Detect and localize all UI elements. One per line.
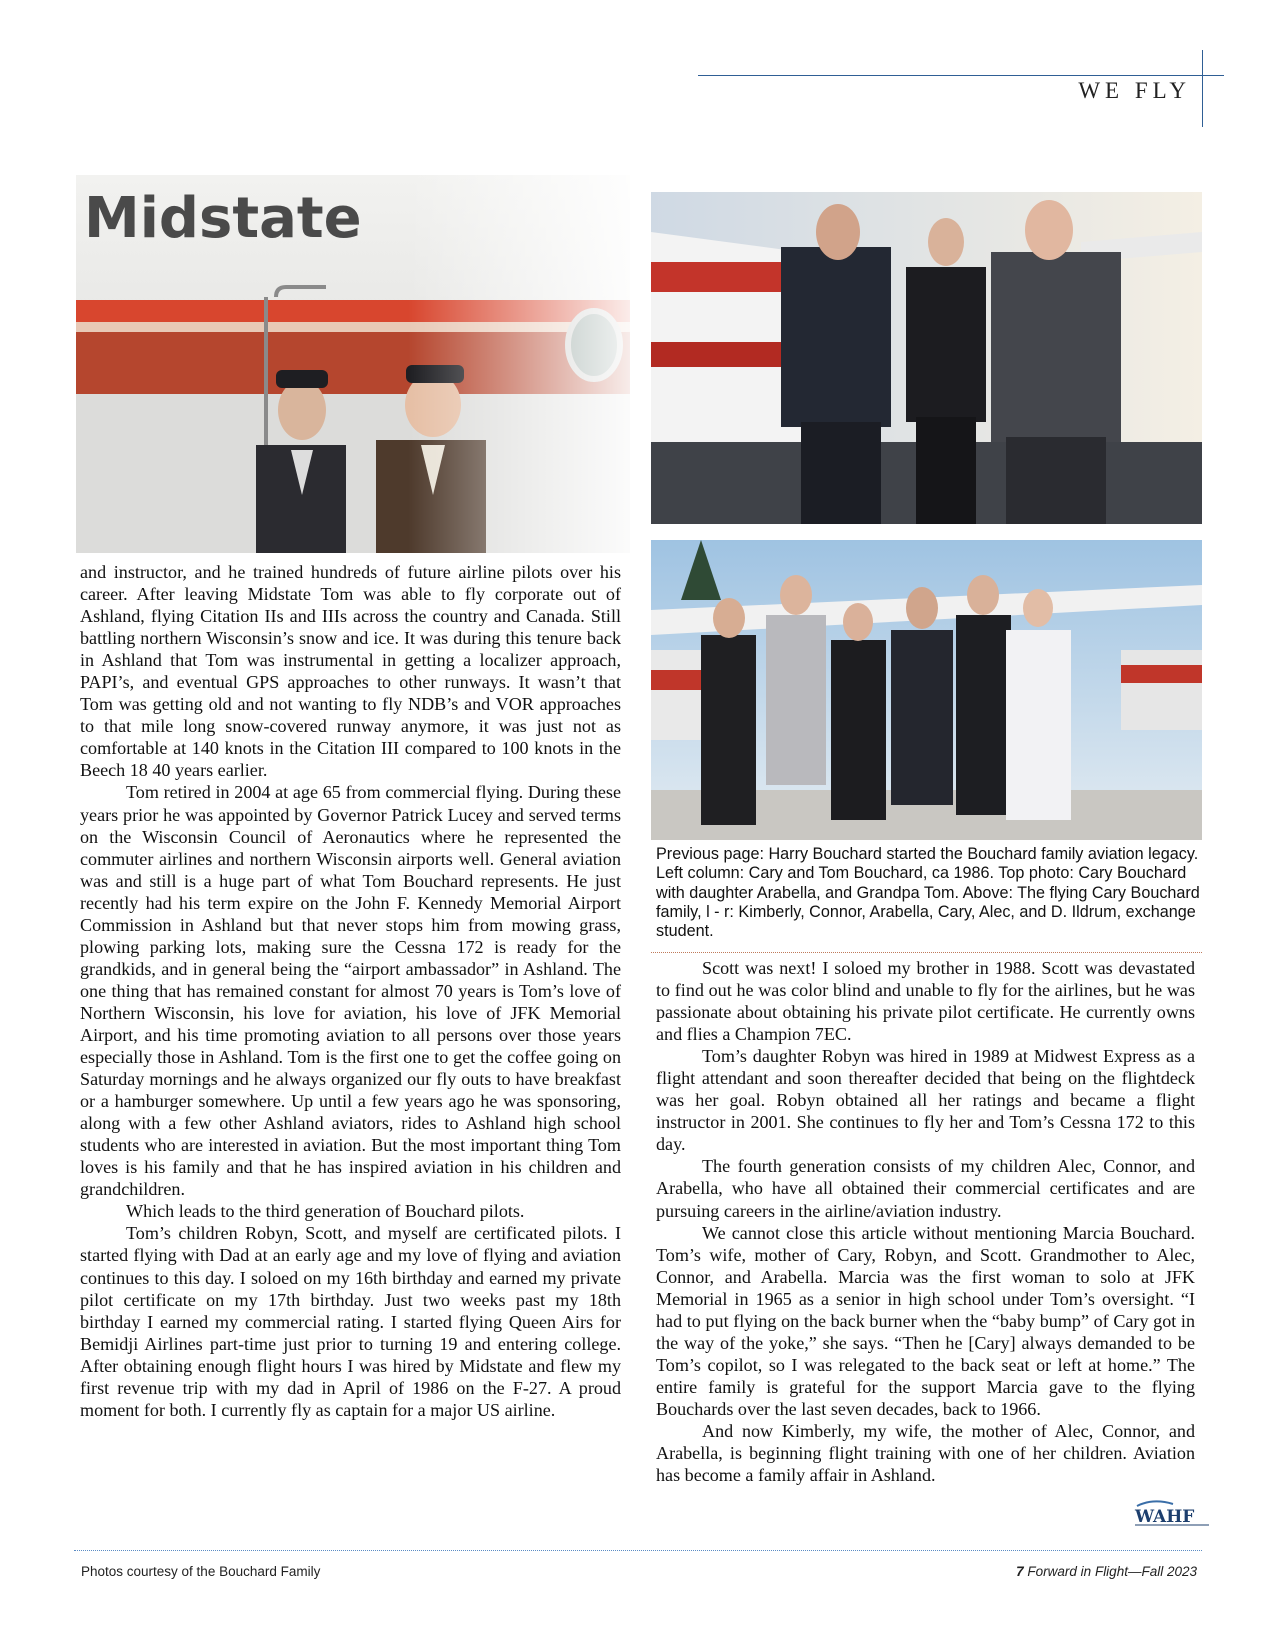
photo-midstate-pilots [76,175,630,553]
page-number: 7 [1016,1564,1024,1579]
paragraph: Tom’s children Robyn, Scott, and myself are certificated pilots. I started flying with Dad at an early age and my love of flying and aviation continues to this day. I soloed on my 16th birthday and earned my private pilot certificate on my 17th birthday. Just two weeks past my 18th birthday I earned my commercial rating. I started flying Queen Airs for Bemidji Airlines part-time just prior to turning 19 and entering college. After obtaining enough flight hours I was hired by Midstate and flew my first revenue trip with my dad in April of 1986 on the F-27. A proud moment for both. I currently fly as captain for a major US airline. [80,1223,621,1420]
wahf-logo [1133,1498,1211,1528]
photo-bouchard-family [651,540,1202,840]
paragraph: The fourth generation consists of my children Alec, Connor, and Arabella, who have all obtained their commercial certificates and are pursuing careers in the airline/aviation industry. [656,1156,1195,1221]
paragraph: Tom retired in 2004 at age 65 from commercial flying. During these years prior he was appointed by Governor Patrick Lucey and served terms on the Wisconsin Council of Aeronautics where he represented the commuter airlines and northern Wisconsin airports well. General aviation was and still is a huge part of what Tom Bouchard represents. He just recently had his term expire on the John F. Kennedy Memorial Airport Commission in Ashland but that never stops him from mowing grass, plowing parking lots, making sure the Cessna 172 is ready for the grandkids, and in general being the “airport ambassador” in Ashland. The one thing that has remained constant for almost 70 years is Tom’s love of Northern Wisconsin, his love for aviation, his love of JFK Memorial Airport, and his time promoting aviation to all persons over those years especially those in Ashland. Tom is the first one to get the coffee going on Saturday mornings and he always organized our fly outs to have breakfast or a hamburger somewhere. Up until a few years ago he was sponsoring, along with a few other Ashland aviators, rides to Ashland high school students who are interested in aviation. But the most important thing Tom loves is his family and that he has inspired aviation in his children and grandchildren. [80,782,621,1200]
header-vertical-rule [1202,50,1203,127]
photo-caption: Previous page: Harry Bouchard started the Bouchard family aviation legacy. Left column: Cary and Tom Bouchard, ca 1986. Top photo: Cary Bouchard with daughter Arabella, and Grandpa Tom. Above: The flying Cary Bouchard family, l - r: Kimberly, Connor, Arabella, Cary, Alec, and D. Ildrum, exchange student. [656,845,1200,941]
paragraph: Tom’s daughter Robyn was hired in 1989 at Midwest Express as a flight attendant and soon thereafter decided that being on the flightdeck was her goal. Robyn obtained all her ratings and became a flight instructor in 2001. She continues to fly her and Tom’s Cessna 172 to this day. [656,1046,1195,1155]
photo-credit: Photos courtesy of the Bouchard Family [81,1564,321,1579]
paragraph: and instructor, and he trained hundreds of future airline pilots over his career. After leaving Midstate Tom was able to fly corporate out of Ashland, flying Citation IIs and IIIs across the country and Canada. Still battling northern Wisconsin’s snow and ice. It was during this tenure back in Ashland that Tom was instrumental in getting a localizer approach, PAPI’s, and eventual GPS approaches to other runways. It wasn’t that Tom was getting old and not wanting to fly NDB’s and VOR approaches to that mile long snow-covered runway anymore, it was just not as comfortable at 140 knots in the Citation III compared to 100 knots in the Beech 18 40 years earlier. [80,562,621,781]
caption-divider [651,952,1202,953]
paragraph: Scott was next! I soloed my brother in 1988. Scott was devastated to find out he was color blind and unable to fly for the airlines, but he was passionate about obtaining his private pilot certificate. He currently owns and flies a Champion 7EC. [656,958,1195,1045]
wahf-logo-text: WAHF [1135,1507,1195,1527]
header-rule [698,75,1224,76]
paragraph: And now Kimberly, my wife, the mother of Alec, Connor, and Arabella, is beginning flight training with one of her children. Aviation has become a family affair in Ashland. [656,1420,1195,1486]
section-title: WE FLY [1078,78,1191,103]
paragraph: We cannot close this article without mentioning Marcia Bouchard. Tom’s wife, mother of Cary, Robyn, and Scott. Grandmother to Alec, Connor, and Arabella. Marcia was the first woman to solo at JFK Memorial in 1965 as a senior in high school under Tom’s oversight. “I had to put flying on the back burner when the “baby bump” of Cary got in the way of the yoke,” she says. “Then he [Cary] always demanded to be Tom’s copilot, so I was relegated to the back seat or left at home.” The entire family is grateful for the support Marcia gave to the flying Bouchards over the last seven decades, back to 1966. [656,1222,1195,1419]
paragraph: Which leads to the third generation of Bouchard pilots. [126,1201,525,1222]
photo-cary-arabella-tom [651,192,1202,524]
publication-name: Forward in Flight—Fall 2023 [1027,1564,1197,1579]
article-left-column [80,561,621,1421]
footer-rule [74,1550,1202,1551]
article-right-column [656,957,1195,1486]
page-footer [1016,1564,1197,1579]
